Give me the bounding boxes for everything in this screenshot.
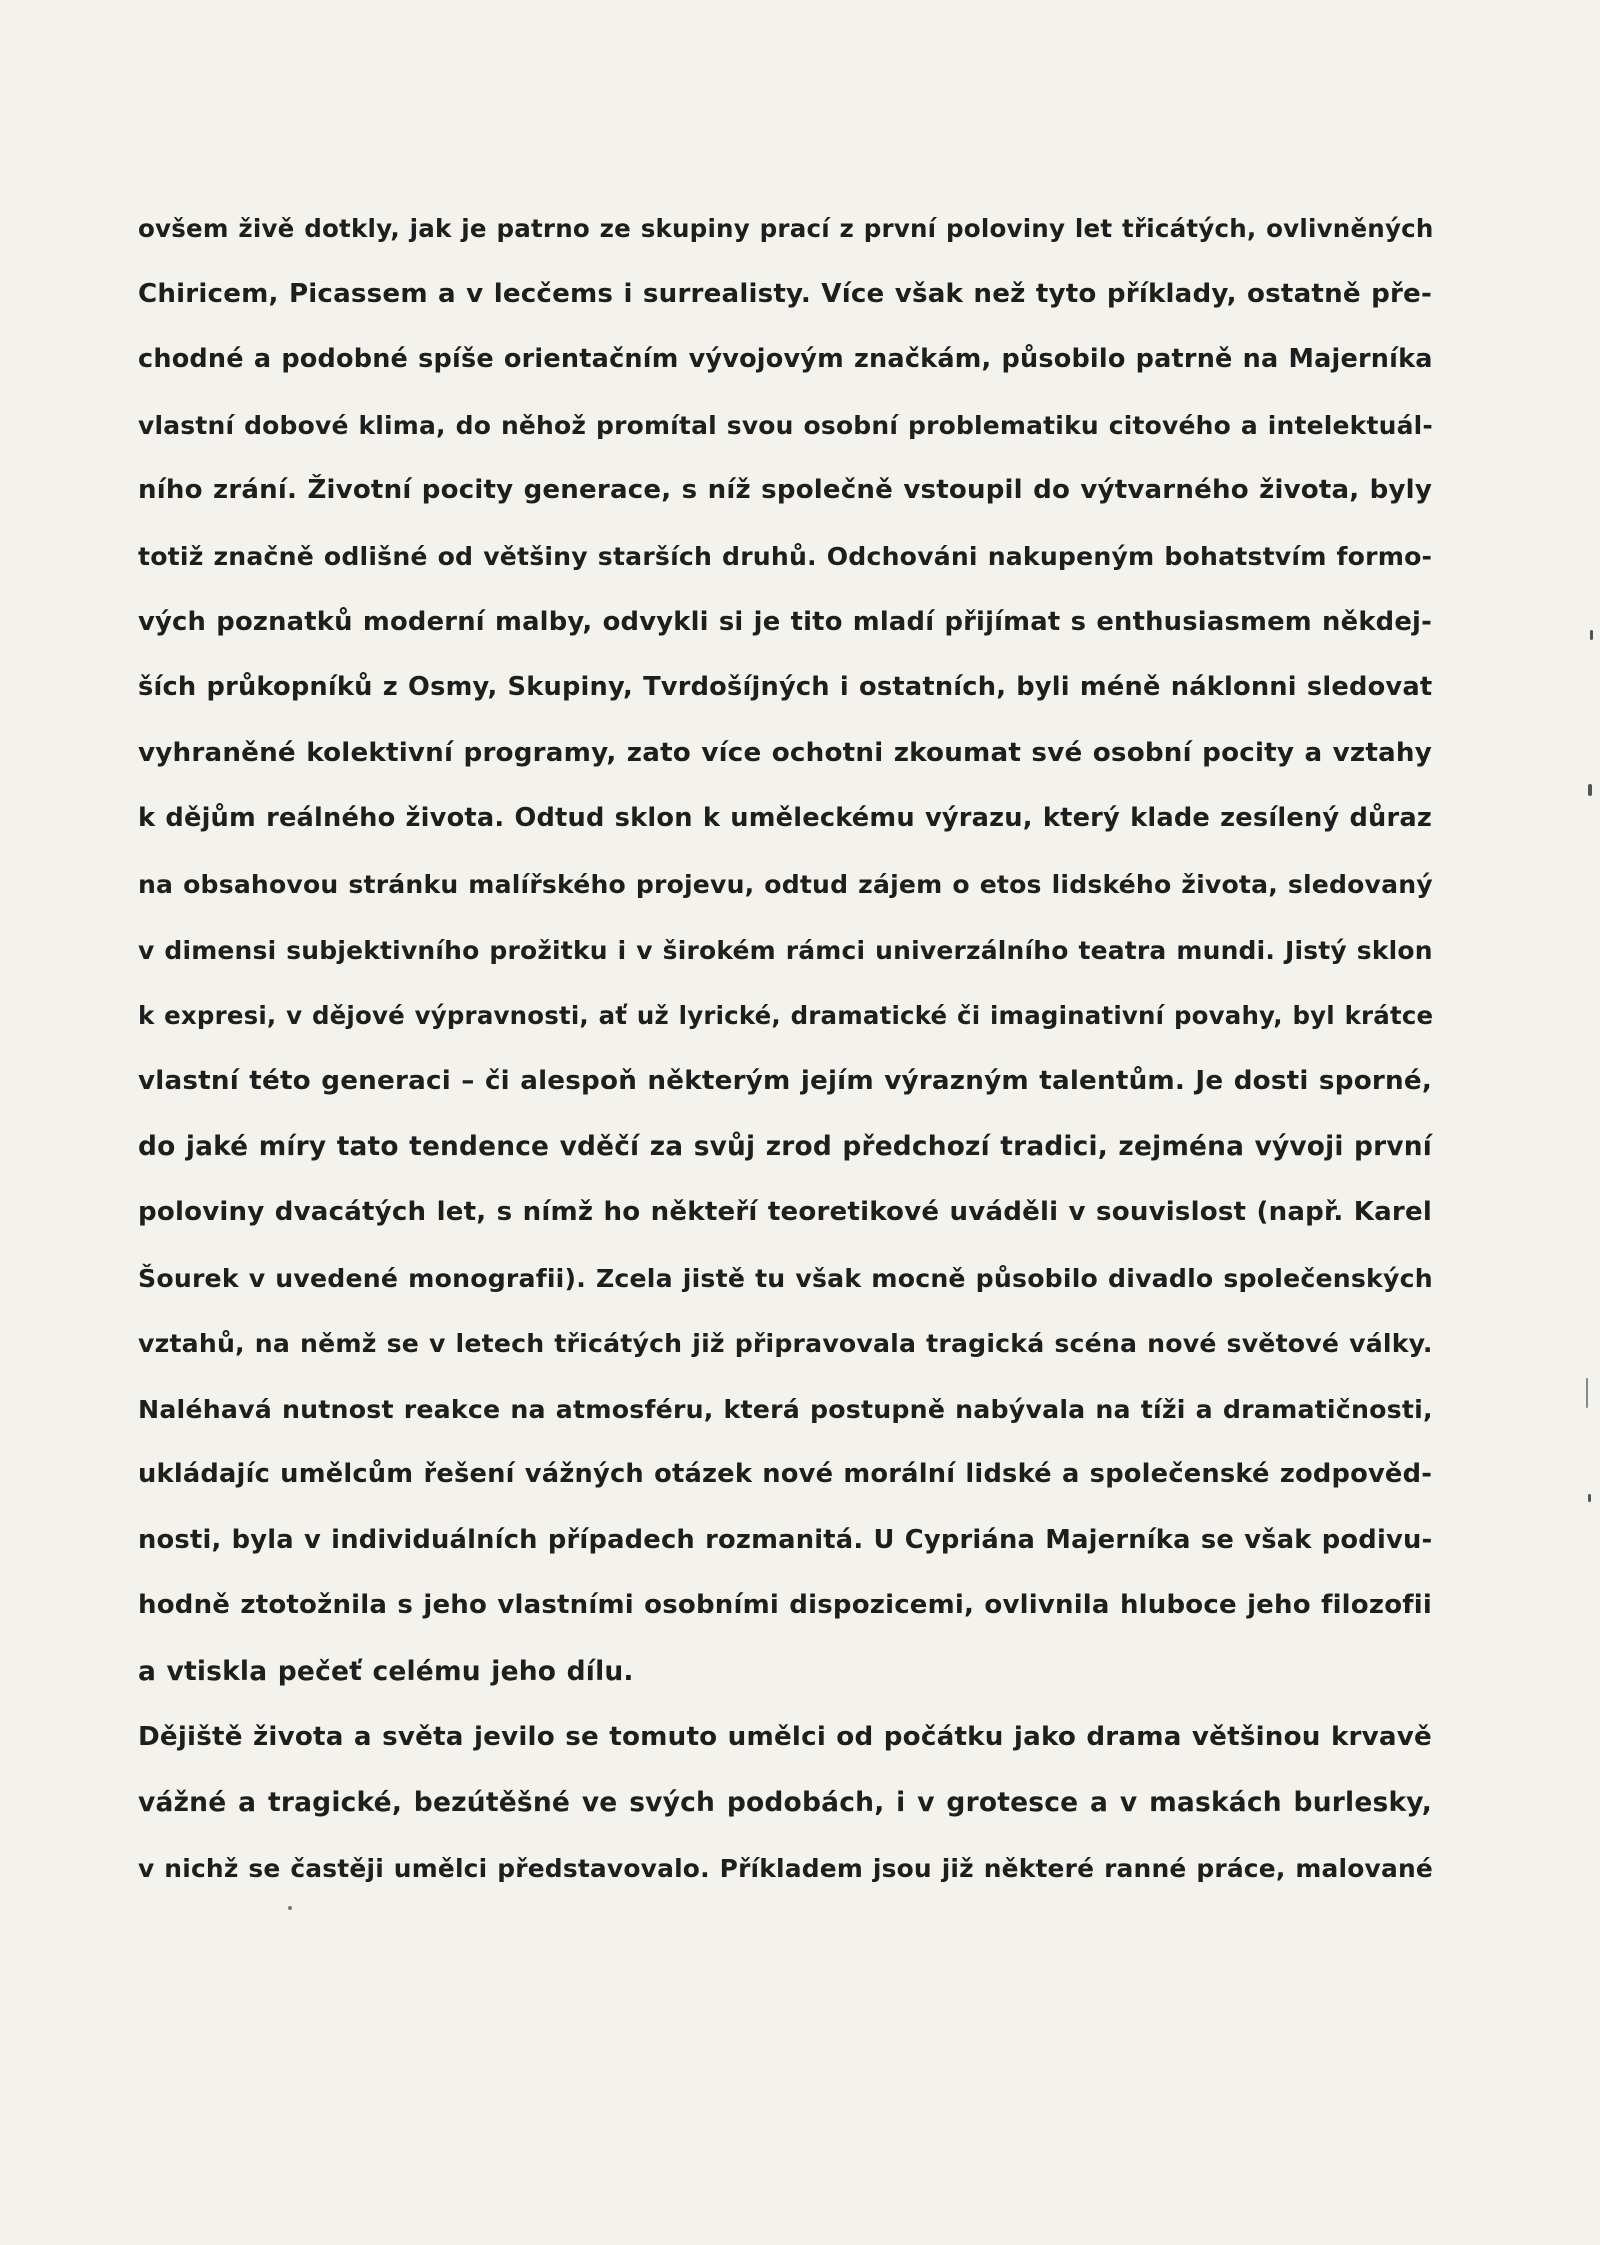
- text-line: ovšem živě dotkly, jak je patrno ze skupiny prací z první poloviny let třicátých, ovlivněných: [138, 214, 1434, 243]
- text-line: k dějům reálného života. Odtud sklon k uměleckému výrazu, který klade zesílený důraz: [138, 803, 1432, 834]
- text-line: k expresi, v dějové výpravnosti, ať už lyrické, dramatické či imaginativní povahy, byl krátce: [138, 1001, 1434, 1031]
- text-line: poloviny dvacátých let, s nímž ho někteří teoretikové uváděli v souvislost (např. Karel: [138, 1196, 1432, 1227]
- text-line: hodně ztotožnila s jeho vlastními osobními dispozicemi, ovlivnila hluboce jeho filozofii: [138, 1590, 1432, 1621]
- page-speck: [288, 1906, 292, 1910]
- text-line: Chiricem, Picassem a v lecčems i surrealisty. Více však než tyto příklady, ostatně pře-: [138, 278, 1432, 309]
- text-line: Dějiště života a světa jevilo se tomuto umělci od počátku jako drama většinou krvavě: [138, 1721, 1432, 1752]
- text-line: ukládajíc umělcům řešení vážných otázek nové morální lidské a společenské zodpověd-: [138, 1459, 1433, 1490]
- text-line: do jaké míry tato tendence vděčí za svůj zrod předchozí tradici, zejména vývoji první: [138, 1131, 1432, 1163]
- text-line: a vtiskla pečeť celému jeho dílu.: [138, 1656, 634, 1688]
- page-edge-mark: [1588, 1494, 1591, 1502]
- text-line: vých poznatků moderní malby, odvykli si je tito mladí přijímat s enthusiasmem někdej-: [138, 606, 1432, 637]
- text-line: Šourek v uvedené monografii). Zcela jistě tu však mocně působilo divadlo společenských: [138, 1263, 1433, 1293]
- body-text: [138, 196, 1432, 1901]
- text-line: ších průkopníků z Osmy, Skupiny, Tvrdošíjných i ostatních, byli méně náklonni sledovat: [138, 672, 1433, 703]
- text-line: Naléhavá nutnost reakce na atmosféru, která postupně nabývala na tíži a dramatičnosti,: [138, 1394, 1433, 1424]
- text-line: chodné a podobné spíše orientačním vývojovým značkám, působilo patrně na Majerníka: [138, 344, 1433, 375]
- text-line: ního zrání. Životní pocity generace, s níž společně vstoupil do výtvarného života, byly: [138, 475, 1432, 506]
- text-line: vyhraněné kolektivní programy, zato více ochotni zkoumat své osobní pocity a vztahy: [138, 737, 1432, 768]
- page-edge-mark: [1588, 784, 1592, 796]
- text-line: vlastní dobové klima, do něhož promítal svou osobní problematiku citového a intelektuál-: [138, 410, 1433, 440]
- text-line: vztahů, na němž se v letech třicátých již připravovala tragická scéna nové světové války.: [138, 1329, 1433, 1359]
- text-line: na obsahovou stránku malířského projevu, odtud zájem o etos lidského života, sledovaný: [138, 869, 1433, 899]
- page-edge-mark: [1586, 1378, 1588, 1408]
- text-line: totiž značně odlišné od většiny starších druhů. Odchováni nakupeným bohatstvím formo-: [138, 541, 1433, 571]
- paragraph-2: [138, 1705, 1432, 1902]
- text-line: vážné a tragické, bezútěšné ve svých podobách, i v grotesce a v maskách burlesky,: [138, 1787, 1432, 1819]
- text-line: vlastní této generaci – či alespoň některým jejím výrazným talentům. Je dosti sporné,: [138, 1065, 1432, 1096]
- text-line: v dimensi subjektivního prožitku i v širokém rámci univerzálního teatra mundi. Jistý sklon: [138, 935, 1433, 965]
- paragraph-1: [138, 196, 1432, 1705]
- page-edge-mark: [1590, 630, 1593, 640]
- text-line: nosti, byla v individuálních případech rozmanitá. U Cypriána Majerníka se však podivu-: [138, 1524, 1433, 1555]
- text-line: v nichž se častěji umělci představovalo. Příkladem jsou již některé ranné práce, malované: [138, 1853, 1433, 1883]
